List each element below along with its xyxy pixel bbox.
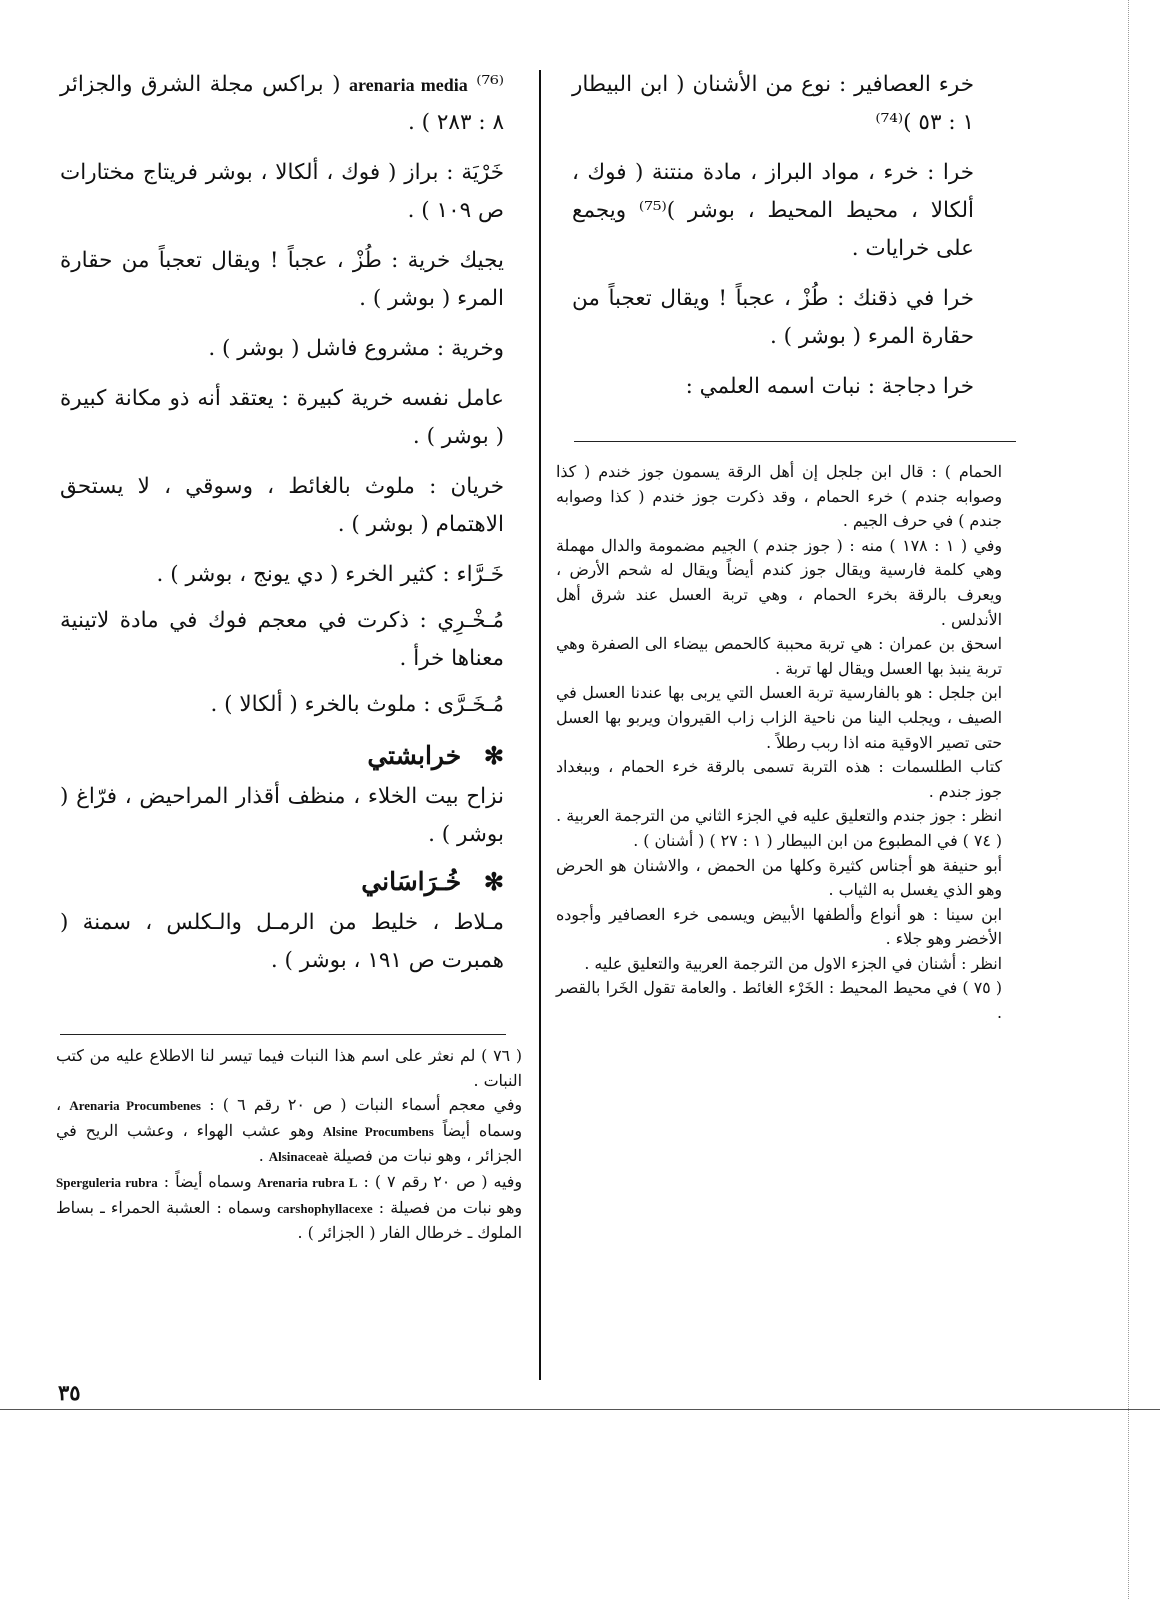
footnote-paragraph: ابن سينا : هو أنواع وألطفها الأبيض ويسمى خرء العصافير وأجوده الأخضر وهو جلاء .	[556, 904, 1002, 949]
footnote-text: وهو عشب الهواء ، وعشب الريح في الجزائر ، وهو نبات من فصيلة	[56, 1120, 522, 1166]
latin-term: arenaria media	[348, 75, 468, 95]
entry-kharabishti-text: نزاح بيت الخلاء ، منظف أقذار المراحيض ، فرّاغ ( بوشر ) .	[60, 784, 504, 847]
footnote-paragraph: انظر : أشنان في الجزء الاول من الترجمة العربية والتعليق عليه .	[584, 953, 1002, 973]
footnote-text: وهو نبات من فصيلة :	[378, 1197, 522, 1217]
latin-term: Sperguleria rubra	[56, 1174, 158, 1190]
footnote-paragraph: كتاب الطلسمات : هذه التربة تسمى بالرقة خرء الحمام ، وببغداد جوز جندم .	[556, 757, 1002, 801]
latin-term: Arenaria rubra L	[257, 1174, 358, 1190]
latin-term: carshophyllacexe	[277, 1200, 373, 1216]
entry-arenaria-media	[60, 66, 504, 142]
footnote-paragraph	[56, 1170, 522, 1246]
footnote-74: ( ٧٤ ) في المطبوع من ابن البيطار ( ١ : ٢٧ ) ( أشنان ) .	[633, 830, 1002, 850]
entry-khurayan: خريان : ملوث بالغائط ، وسوقي ، لا يستحق الاهتمام ( بوشر ) .	[60, 474, 504, 537]
right-footnotes	[556, 460, 1002, 1026]
asterisk-icon: ✻	[483, 867, 504, 896]
footnote-text: وسماه : العشبة الحمراء ـ بساط الملوك ـ خرطال الفار ( الجزائر ) .	[56, 1197, 522, 1243]
latin-term: Alsinaceaè	[268, 1149, 328, 1165]
footnote-paragraph: اسحق بن عمران : هي تربة محببة كالحمص بيضاء الى الصفرة وهي تربة ينبذ بها العسل ويقال لها تربة .	[556, 634, 1002, 678]
entry-khur-al-asafir: خرء العصافير : نوع من الأشنان ( ابن البيطار ١ : ٥٣ )⁽⁷⁴⁾	[572, 72, 974, 135]
headword-text: خرابشتي	[367, 741, 462, 770]
entry-kharra: خَـرَّاء : كثير الخرء ( دي يونج ، بوشر ) .	[156, 562, 504, 587]
footnote-paragraph: ابن جلجل : هو بالفارسية تربة العسل التي يربى بها عندنا العسل في الصيف ، ويجلب الينا من ناحية الزاب زاب القيروان ويربو بها العسل حتى تصير الاوقية منه اذا ربب رطلاً .	[556, 683, 1002, 752]
latin-term: Alsine Procumbens	[322, 1123, 434, 1139]
footnote-75: ( ٧٥ ) في محيط المحيط : الخَرْء الغائط . والعامة تقول الخَرا بالقصر .	[556, 978, 1003, 1023]
footnote-paragraph: وفي معجم أسماء النبات ( ص ٢٠ رقم ٦ ) : Arenaria Procumbenes ، وسماه أيضاً Alsine Procumbens وهو عشب الهواء ، وعشب الريح في الجزائر ، وهو نبات من فصيلة Alsinaceaè .	[56, 1095, 523, 1166]
entry-khara: خرا : خرء ، مواد البراز ، مادة منتنة ( فوك ، ألكالا ، محيط المحيط ، بوشر )⁽⁷⁵⁾ ويجمع على خرايات .	[572, 160, 975, 261]
left-column	[60, 66, 504, 992]
headword-kharabishti	[60, 736, 504, 776]
page-bottom-line	[0, 1409, 1160, 1410]
latin-term: Arenaria Procumbenes	[69, 1098, 201, 1114]
footnote-76: ( ٧٦ ) لم نعثر على اسم هذا النبات فيما تيسر لنا الاطلاع عليه من كتب النبات .	[56, 1046, 522, 1090]
right-column	[572, 66, 974, 418]
left-footnotes	[56, 1044, 522, 1246]
footnote-text: وفي معجم أسماء النبات ( ص ٢٠ رقم ٦ ) :	[209, 1095, 522, 1115]
footnote-paragraph: وفي ( ١ : ١٧٨ ) منه : ( جوز جندم ) الجيم مضمومة والدال مهملة وهي كلمة فارسية ويقال جوز كندم أيضاً ويقال له شحم الأرض ، ويعرف بالرقة بخرء الحمام ، وهي تربة العسل عند شرق أهل الأندلس .	[556, 535, 1002, 629]
entry-khurya: خَرْيَة : براز ( فوك ، ألكالا ، بوشر فريتاج مختارات ص ١٠٩ ) .	[60, 160, 504, 223]
entry-khurasani-text: مـلاط ، خليط من الرمـل والـكلس ، سمنة ( همبرت ص ١٩١ ، بوشر ) .	[60, 910, 504, 973]
entry-khara-dajaja: خرا دجاجة : نبات اسمه العلمي :	[685, 374, 974, 399]
entry-text: ⁽⁷⁶⁾ ( براكس مجلة الشرق والجزائر ٨ : ٢٨٣ ) .	[60, 72, 504, 135]
footnote-paragraph: الحمام ) : قال ابن جلجل إن أهل الرقة يسمون جوز خندم ( كذا وصوابه جندم ) خرء الحمام ، وقد ذكرت جوز خندم ( كذا وصوابه جندم ) في حرف الجيم .	[556, 462, 1002, 531]
scan-edge-line	[1128, 0, 1129, 1599]
footnote-text: ، وسماه أيضاً	[56, 1095, 523, 1140]
entry-khara-fi-dhaqnak: خرا في ذقنك : طُزْ ، عجباً ! ويقال تعجباً من حقارة المرء ( بوشر ) .	[572, 286, 974, 349]
column-divider	[539, 70, 541, 1380]
page-number: ٣٥	[58, 1380, 81, 1405]
footnote-paragraph: أبو حنيفة هو أجناس كثيرة وكلها من الحمض ، والاشنان هو الحرض وهو الذي يغسل به الثياب .	[556, 855, 1002, 900]
headword-text: خُـرَاسَاني	[361, 867, 462, 896]
footnote-text: وسماه أيضاً :	[163, 1171, 252, 1191]
entry-mukhri: مُـخْـرِي : ذكرت في معجم فوك في مادة لاتينية معناها خرأ .	[60, 608, 504, 671]
footnote-divider-right	[574, 441, 1016, 442]
footnote-text: وفيه ( ص ٢٠ رقم ٧ ) :	[363, 1171, 522, 1191]
footnote-divider-left	[60, 1034, 506, 1035]
headword-khurasani	[60, 862, 504, 902]
asterisk-icon: ✻	[483, 741, 504, 770]
entry-amil-nafsah: عامل نفسه خرية كبيرة : يعتقد أنه ذو مكانة كبيرة ( بوشر ) .	[60, 386, 504, 449]
entry-yajik-khurya: يجيك خرية : طُزْ ، عجباً ! ويقال تعجباً من حقارة المرء ( بوشر ) .	[60, 248, 504, 311]
entry-mukharra: مُـخَـرَّى : ملوث بالخرء ( ألكالا ) .	[210, 692, 504, 717]
footnote-paragraph: انظر : جوز جندم والتعليق عليه في الجزء الثاني من الترجمة العربية .	[556, 806, 1002, 826]
entry-wakhurya: وخرية : مشروع فاشل ( بوشر ) .	[208, 336, 504, 361]
